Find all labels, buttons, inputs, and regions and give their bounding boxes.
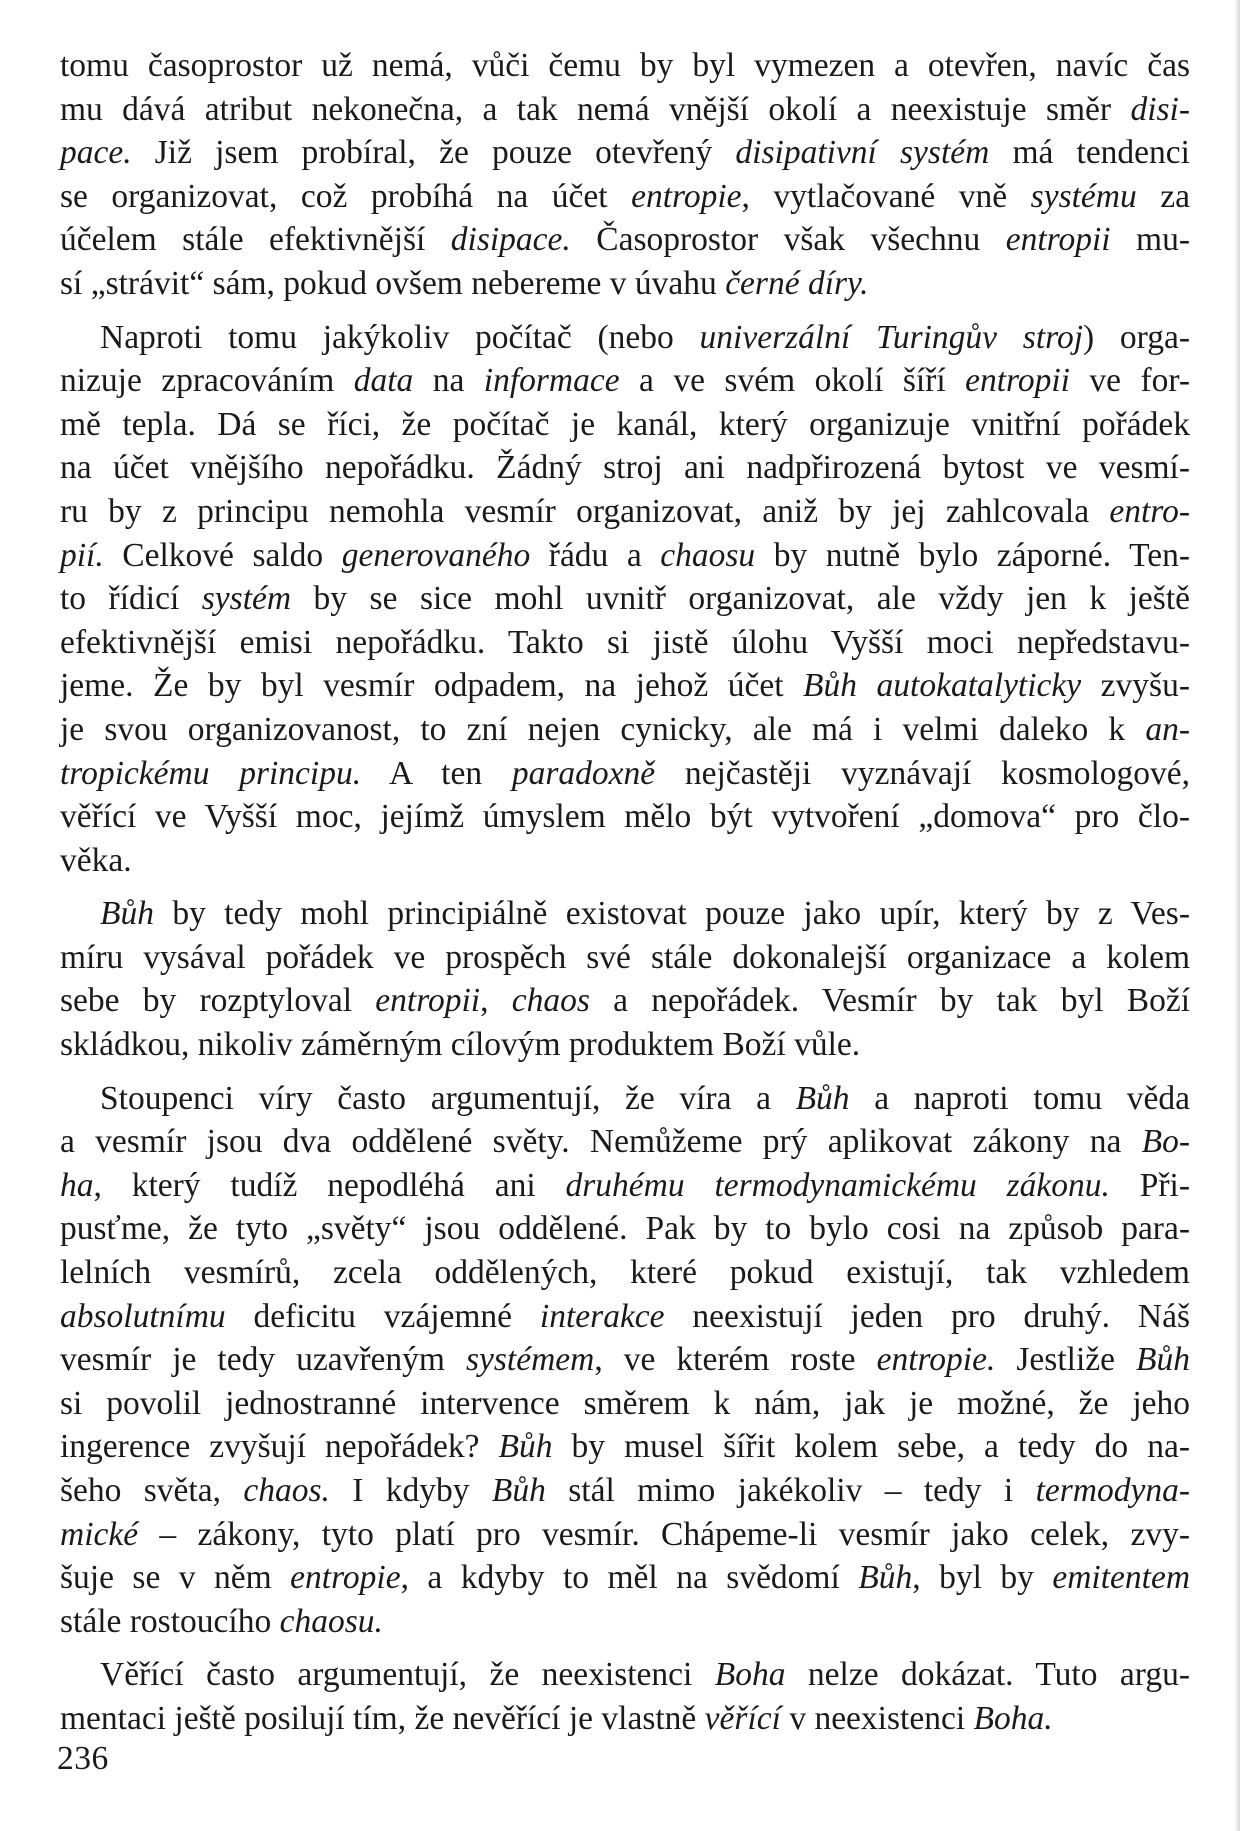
text-run: to řídicí <box>60 580 202 618</box>
text-run: by tedy mohl principiálně existovat pouze jako upír, který by z Ves- <box>153 895 1190 933</box>
italic-term: systémem <box>465 1341 595 1379</box>
text-run: účelem stále efektivnější <box>60 221 451 259</box>
text-run: řádu a <box>530 536 661 574</box>
italic-term: emitentem <box>1052 1559 1191 1597</box>
text-line <box>60 131 1190 175</box>
text-run: vesmír je tedy uzavřeným <box>60 1341 466 1379</box>
italic-term: informace <box>483 362 620 400</box>
italic-term: tropickému principu. <box>60 754 362 792</box>
paragraph <box>60 1653 1190 1740</box>
paragraph-gap <box>60 882 1190 892</box>
italic-term: generovaného <box>341 536 531 574</box>
text-line <box>60 1382 1190 1426</box>
italic-term: druhému termodynamickému zákonu. <box>565 1166 1110 1204</box>
text-run: A ten <box>361 754 512 792</box>
italic-term: chaosu <box>660 536 756 574</box>
text-line <box>60 892 1190 936</box>
text-line <box>60 795 1190 839</box>
text-run: šeho světa, <box>60 1472 244 1509</box>
italic-term: Bůh autokatalyticky <box>803 667 1082 705</box>
text-run: , byl by <box>912 1559 1053 1597</box>
italic-term: termodyna- <box>1035 1472 1190 1509</box>
text-run: Celkové saldo <box>103 536 342 574</box>
text-run: Věřící často argumentují, že neexistenci <box>100 1656 715 1694</box>
text-run: v neexistenci <box>780 1699 974 1737</box>
text-run: má tendenci <box>989 134 1190 172</box>
italic-term: Bůh <box>858 1559 913 1597</box>
paragraph <box>60 1077 1190 1644</box>
text-run: Stoupenci víry často argumentují, že víra a <box>100 1079 796 1117</box>
text-run: , ve kterém roste <box>594 1341 877 1379</box>
text-run: , a kdyby to měl na svědomí <box>400 1559 859 1597</box>
text-run: by musel šířit kolem sebe, a tedy do na- <box>552 1428 1191 1466</box>
text-line <box>60 621 1190 665</box>
italic-term: černé díry. <box>725 264 869 302</box>
text-line <box>60 1469 1190 1513</box>
text-run: tomu časoprostor už nemá, vůči čemu by byl vymezen a otevřen, navíc čas <box>60 47 1190 84</box>
italic-term: entropii <box>965 362 1070 400</box>
text-line <box>60 1338 1190 1382</box>
italic-term: pií. <box>60 536 104 574</box>
text-line <box>60 490 1190 534</box>
italic-term: absolutnímu <box>60 1297 226 1335</box>
text-run: – zákony, tyto platí pro vesmír. Chápeme-li vesmír jako celek, zvy- <box>138 1515 1190 1553</box>
text-run: Při- <box>1109 1166 1191 1204</box>
text-run: Časoprostor však všechnu <box>570 221 1006 259</box>
text-run: na <box>413 362 484 400</box>
text-run: mentaci ještě posilují tím, že nevěřící je vlastně <box>60 1699 705 1737</box>
text-line <box>60 1251 1190 1295</box>
text-line <box>60 577 1190 621</box>
italic-term: entropie. <box>876 1341 996 1379</box>
italic-term: věřící <box>704 1699 781 1737</box>
book-page-text <box>60 44 1190 1741</box>
italic-term: Bůh <box>1136 1341 1190 1379</box>
text-run: je svou organizovanost, to zní nejen cynicky, ale má i velmi daleko k <box>60 710 1146 748</box>
text-run: Již jsem probíral, že pouze otevřený <box>131 134 736 172</box>
text-run: , který tudíž nepodléhá ani <box>93 1166 566 1204</box>
text-run: a naproti tomu věda <box>849 1079 1190 1117</box>
text-line <box>60 534 1190 578</box>
text-line <box>60 1164 1190 1208</box>
text-line <box>60 175 1190 219</box>
italic-term: entropie <box>631 177 742 215</box>
italic-term: Bůh <box>795 1079 850 1117</box>
text-line <box>60 979 1190 1023</box>
text-run: mu- <box>1110 221 1191 259</box>
text-run: zvyšu- <box>1081 667 1190 705</box>
text-run: ingerence zvyšují nepořádek? <box>60 1428 499 1466</box>
italic-term: interakce <box>539 1297 665 1335</box>
text-line <box>60 708 1190 752</box>
text-run: nejčastěji vyznávají kosmologové, <box>655 754 1190 792</box>
text-line <box>60 1556 1190 1600</box>
italic-term: disipativní systém <box>735 134 990 172</box>
italic-term: systém <box>201 580 292 618</box>
page-edge-shadow <box>1234 0 1240 1831</box>
text-run: mu dává atribut nekonečna, a tak nemá vnější okolí a neexistuje směr <box>60 90 1131 128</box>
text-line <box>60 1513 1190 1557</box>
text-run: deficitu vzájemné <box>225 1297 540 1335</box>
text-run: lelních vesmírů, zcela oddělených, které pokud existují, tak vzhledem <box>60 1254 1190 1292</box>
text-line <box>60 1207 1190 1251</box>
text-run: šuje se v něm <box>60 1559 291 1597</box>
text-line <box>60 1600 1190 1644</box>
text-run: a vesmír jsou dva oddělené světy. Nemůžeme prý aplikovat zákony na <box>60 1123 1142 1161</box>
text-line <box>60 403 1190 447</box>
italic-term: Bůh <box>498 1428 553 1466</box>
italic-term: univerzální Turingův stroj <box>699 318 1083 356</box>
text-line <box>60 218 1190 262</box>
text-line <box>60 262 1190 306</box>
text-run: ru by z principu nemohla vesmír organizovat, aniž by jej zahlcovala <box>60 492 1110 530</box>
italic-term: ha <box>60 1166 94 1204</box>
text-run: si povolil jednostranné intervence směrem k nám, jak je možné, že jeho <box>60 1384 1190 1422</box>
italic-term: data <box>353 362 414 400</box>
text-run: mě tepla. Dá se říci, že počítač je kanál, který organizuje vnitřní pořádek <box>60 405 1190 443</box>
text-run: ) orga- <box>1083 318 1190 356</box>
text-run: jeme. Že by byl vesmír odpadem, na jehož účet <box>60 667 804 705</box>
text-run: věka. <box>60 841 132 879</box>
text-run: na účet vnějšího nepořádku. Žádný stroj ani nadpřirozená bytost ve vesmí- <box>60 449 1190 487</box>
italic-term: paradoxně <box>511 754 656 792</box>
text-line <box>60 1120 1190 1164</box>
text-run: stál mimo jakékoliv – tedy i <box>545 1472 1036 1509</box>
paragraph <box>60 44 1190 306</box>
paragraph-gap <box>60 1067 1190 1077</box>
italic-term: systému <box>1030 177 1137 215</box>
text-run: sebe by rozptyloval <box>60 982 376 1020</box>
italic-term: disi- <box>1130 90 1190 128</box>
text-run: věřící ve Vyšší moc, jejímž úmyslem mělo být vytvoření „domova“ pro člo- <box>60 798 1190 836</box>
text-run: efektivnější emisi nepořádku. Takto si jistě úlohu Vyšší moci nepředstavu- <box>60 623 1190 661</box>
italic-term: an- <box>1145 710 1190 748</box>
text-run: ve for- <box>1069 362 1190 400</box>
text-run: a ve svém okolí šíří <box>619 362 966 400</box>
italic-term: disipace. <box>450 221 571 259</box>
text-line <box>60 936 1190 980</box>
text-run: míru vysával pořádek ve prospěch své stále dokonalejší organizace a kolem <box>60 938 1190 976</box>
paragraph <box>60 892 1190 1066</box>
italic-term: chaos <box>511 982 590 1020</box>
italic-term: entropii <box>1005 221 1111 259</box>
italic-term: pace. <box>60 134 132 172</box>
text-line <box>60 1023 1190 1067</box>
text-run: sí „strávit“ sám, pokud ovšem nebereme v úvahu <box>60 264 726 302</box>
text-run: by nutně bylo záporné. Ten- <box>755 536 1190 574</box>
page-number: 236 <box>57 1740 109 1777</box>
paragraph <box>60 316 1190 883</box>
text-line <box>60 664 1190 708</box>
text-line <box>60 446 1190 490</box>
text-run: Naproti tomu jakýkoliv počítač (nebo <box>100 318 700 356</box>
text-line <box>60 1077 1190 1121</box>
text-run: skládkou, nikoliv záměrným cílovým produktem Boží vůle. <box>60 1026 861 1064</box>
text-run: pusťme, že tyto „světy“ jsou oddělené. Pak by to bylo cosi na způsob para- <box>60 1210 1190 1248</box>
text-run: by se sice mohl uvnitř organizovat, ale vždy jen k ještě <box>291 580 1190 618</box>
text-line <box>60 752 1190 796</box>
text-line <box>60 316 1190 360</box>
text-line <box>60 44 1190 88</box>
italic-term: Bůh <box>491 1472 546 1509</box>
text-line <box>60 1425 1190 1469</box>
text-run: a nepořádek. Vesmír by tak byl Boží <box>589 982 1191 1020</box>
italic-term: entropie <box>290 1559 401 1597</box>
italic-term: chaos. <box>243 1472 330 1509</box>
text-run: I kdyby <box>329 1472 492 1509</box>
italic-term: Boha. <box>973 1699 1053 1737</box>
text-line <box>60 1295 1190 1339</box>
text-run: se organizovat, což probíhá na účet <box>60 177 632 215</box>
text-run: Jestliže <box>995 1341 1137 1379</box>
italic-term: Boha <box>714 1656 786 1694</box>
text-run: neexistují jeden pro druhý. Náš <box>664 1297 1190 1335</box>
italic-term: entropii <box>375 982 481 1020</box>
text-run: nelze dokázat. Tuto argu- <box>785 1656 1190 1694</box>
text-line <box>60 839 1190 883</box>
italic-term: Bo- <box>1141 1123 1190 1161</box>
text-line <box>60 1653 1190 1697</box>
italic-term: Bůh <box>100 895 154 933</box>
italic-term: entro- <box>1109 492 1190 530</box>
text-run: stále rostoucího <box>60 1602 280 1640</box>
text-run: nizuje zpracováním <box>60 362 354 400</box>
italic-term: chaosu. <box>279 1602 383 1640</box>
text-run: za <box>1136 177 1190 215</box>
text-line <box>60 1697 1190 1741</box>
text-run: , <box>480 982 512 1020</box>
text-line <box>60 359 1190 403</box>
italic-term: mické <box>60 1515 139 1553</box>
text-run: , vytlačované vně <box>741 177 1031 215</box>
paragraph-gap <box>60 1643 1190 1653</box>
paragraph-gap <box>60 306 1190 316</box>
text-line <box>60 88 1190 132</box>
